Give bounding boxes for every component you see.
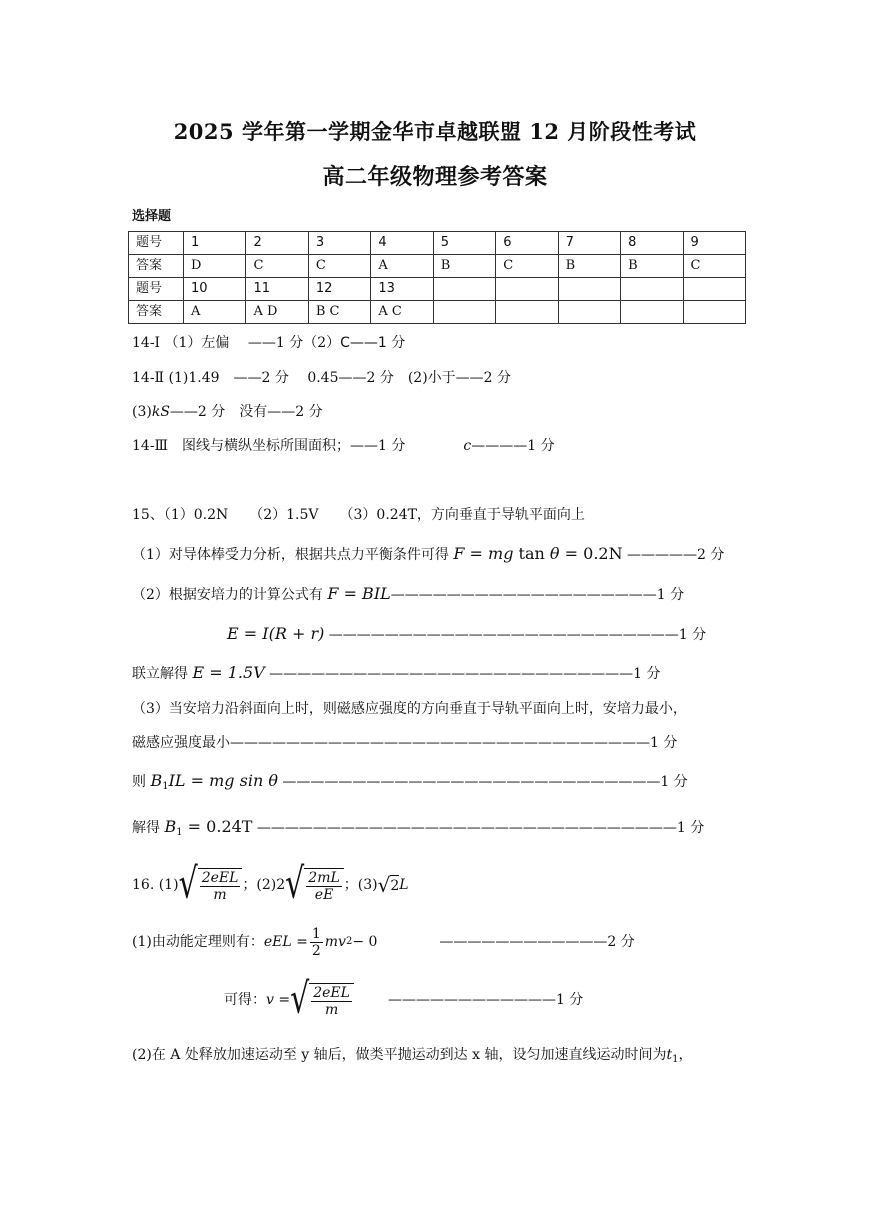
q16-text: 可得： — [224, 992, 266, 1008]
eq-part: − 0 — [352, 934, 378, 950]
table-cell: 7 — [558, 232, 620, 255]
row-label: 题号 — [129, 278, 184, 301]
table-cell: B — [621, 255, 683, 278]
row-label: 题号 — [129, 232, 184, 255]
eq-part: eEL = — [263, 934, 308, 950]
q15-summary: 15、（1）0.2N （2）1.5V （3）0.24T，方向垂直于导轨平面向上 — [132, 507, 585, 523]
table-cell: 3 — [308, 232, 370, 255]
q16-label: 16. — [132, 877, 155, 893]
sqrt-expression: √ $\frac{\text{2eEL}}{m}$ — [179, 868, 243, 903]
table-cell: C — [246, 255, 308, 278]
q16-score: ————————————1 分 — [387, 992, 584, 1008]
table-row — [129, 301, 746, 324]
table-cell — [496, 301, 558, 324]
table-cell: 10 — [184, 278, 246, 301]
table-cell: 11 — [246, 278, 308, 301]
q15-equation — [453, 544, 622, 563]
sqrt-radicand: 2 — [390, 875, 399, 895]
table-row — [129, 278, 746, 301]
q15-equation: E = 1.5V — [192, 663, 265, 682]
q14-line-4 — [132, 437, 555, 455]
q15-line-3 — [227, 625, 706, 644]
table-row — [129, 255, 746, 278]
q14-text: ——2 分 没有——2 分 — [169, 404, 323, 420]
table-cell: 4 — [371, 232, 433, 255]
q16-tail: L — [399, 877, 409, 893]
table-cell: A D — [246, 301, 308, 324]
eq-part: 1 — [162, 781, 169, 792]
table-cell — [683, 301, 746, 324]
q15-equation: E = I(R + r) — [227, 624, 325, 643]
table-cell: 5 — [433, 232, 495, 255]
eq-part: θ — [549, 544, 560, 563]
q15-line-2 — [132, 585, 684, 604]
q14-text: 14-Ⅰ （1）左偏 ——1 分（2） — [132, 335, 341, 351]
table-cell: B C — [308, 301, 370, 324]
frac-numerator: 2eEL — [313, 984, 350, 1001]
q15-text: 则 — [132, 774, 146, 790]
eq-part: B — [150, 771, 163, 790]
eq-part: ， — [678, 1047, 693, 1063]
frac-numerator: 2eEL — [201, 869, 239, 886]
table-cell — [558, 301, 620, 324]
eq-part: mg — [488, 544, 514, 563]
table-cell — [496, 278, 558, 301]
frac-numerator: 1 — [311, 925, 321, 942]
q14-math: c — [463, 438, 472, 454]
eq-part: 1 — [672, 1054, 679, 1065]
q15-score: ——————————————————————————————1 分 — [230, 735, 678, 751]
table-cell — [621, 301, 683, 324]
frac-denominator: m — [213, 886, 227, 903]
q15-line-7 — [132, 772, 688, 796]
sqrt-expression: √ $\frac{2mL}{eE}$ — [285, 868, 344, 903]
q16-line-1 — [132, 922, 635, 962]
q16-part: (2) — [256, 877, 277, 893]
q15-score: ———————————————————————————1 分 — [282, 774, 688, 790]
table-cell: B — [433, 255, 495, 278]
frac-denominator: 2 — [311, 942, 321, 959]
q15-text: 联立解得 — [132, 666, 188, 682]
q16-answers — [132, 860, 409, 910]
eq-part: 2 — [345, 936, 353, 947]
row-label: 答案 — [129, 301, 184, 324]
q15-score: ———————————————————1 分 — [390, 587, 685, 603]
frac-denominator: eE — [314, 886, 334, 903]
table-cell — [683, 278, 746, 301]
fraction — [310, 926, 323, 959]
q14-line-1 — [132, 334, 405, 352]
q16-line-2 — [224, 975, 583, 1025]
eq-part: = 0.2N — [559, 544, 623, 563]
sqrt-expression: √ $\frac{\text{2eEL}}{m}$ — [290, 983, 354, 1018]
sqrt-expression: √2 — [377, 873, 400, 897]
eq-part: = — [464, 544, 489, 563]
table-cell: A — [371, 255, 433, 278]
table-cell: 2 — [246, 232, 308, 255]
table-cell: 12 — [308, 278, 370, 301]
table-cell: 13 — [371, 278, 433, 301]
eq-part: F — [453, 544, 465, 563]
q14-text: ————1 分 — [471, 438, 555, 454]
table-cell: A — [184, 301, 246, 324]
table-cell: 6 — [496, 232, 558, 255]
q16-coef: 2 — [276, 877, 286, 893]
table-cell: C — [683, 255, 746, 278]
choice-heading: 选择题 — [132, 209, 172, 224]
q15-line-4 — [132, 664, 661, 683]
q16-sep: ； — [343, 877, 358, 893]
eq-part: = 0.24T — [182, 817, 253, 836]
q15-equation — [164, 817, 252, 836]
frac-numerator: 2mL — [308, 869, 340, 886]
eq-part: IL = mg sin θ — [168, 771, 278, 790]
q15-line-6 — [132, 734, 677, 752]
q14-text: (3) — [132, 404, 152, 420]
q15-score: —————2 分 — [627, 547, 725, 563]
q15-score: ——————————————————————————1 分 — [269, 666, 661, 682]
table-cell — [433, 278, 495, 301]
q16-line-3 — [132, 1046, 692, 1069]
eq-part: 1 — [176, 827, 183, 838]
q15-line-8 — [132, 818, 704, 842]
row-label: 答案 — [129, 255, 184, 278]
table-cell: D — [184, 255, 246, 278]
q15-text: 磁感应强度最小 — [132, 735, 230, 751]
q16-text: (2)在 A 处释放加速运动至 y 轴后，做类平抛运动到达 x 轴，设匀加速直线运动时间为 — [132, 1047, 667, 1063]
eq-part: mv — [324, 934, 346, 950]
frac-denominator: m — [324, 1001, 339, 1018]
q16-part: (3) — [357, 877, 378, 893]
table-cell — [621, 278, 683, 301]
eq-part: tan — [513, 544, 550, 563]
table-cell: C — [308, 255, 370, 278]
q14-math: kS — [151, 404, 170, 420]
q16-sep: ； — [242, 877, 257, 893]
q16-part: (1) — [158, 877, 179, 893]
q15-score: —————————————————————————1 分 — [328, 627, 707, 643]
page-subtitle: 高二年级物理参考答案 — [322, 164, 548, 190]
answer-table — [128, 231, 746, 324]
eq-part: t — [666, 1047, 673, 1063]
table-cell: 9 — [683, 232, 746, 255]
q15-equation — [150, 771, 278, 790]
table-cell: 1 — [184, 232, 246, 255]
table-row — [129, 232, 746, 255]
table-cell: C — [496, 255, 558, 278]
page-title: 2025 学年第一学期金华市卓越联盟 12 月阶段性考试 — [173, 119, 697, 144]
table-cell: A C — [371, 301, 433, 324]
table-cell — [558, 278, 620, 301]
eq-part: v = — [266, 992, 291, 1008]
q15-score: ——————————————————————————————1 分 — [256, 820, 705, 836]
q15-line-1 — [132, 545, 724, 564]
table-cell — [433, 301, 495, 324]
table-cell: B — [558, 255, 620, 278]
q15-text: 解得 — [132, 820, 160, 836]
q14-line-3 — [132, 403, 323, 421]
q15-line-5: （3）当安培力沿斜面向上时，则磁感应强度的方向垂直于导轨平面向上时，安培力最小， — [132, 701, 687, 717]
table-cell: 8 — [621, 232, 683, 255]
q15-equation: F = BIL — [327, 584, 391, 603]
q15-text: （1）对导体棒受力分析，根据共点力平衡条件可得 — [132, 547, 449, 563]
q14-text: C——1 分 — [340, 335, 406, 351]
q16-text: (1)由动能定理则有： — [132, 934, 264, 950]
eq-part: B — [164, 817, 177, 836]
q16-score: ————————————2 分 — [439, 934, 635, 950]
q14-text: 14-Ⅲ 图线与横纵坐标所围面积；——1 分 — [132, 438, 406, 454]
q14-line-2: 14-Ⅱ (1)1.49 ——2 分 0.45——2 分 (2)小于——2 分 — [132, 370, 512, 386]
q15-text: （2）根据安培力的计算公式有 — [132, 587, 323, 603]
